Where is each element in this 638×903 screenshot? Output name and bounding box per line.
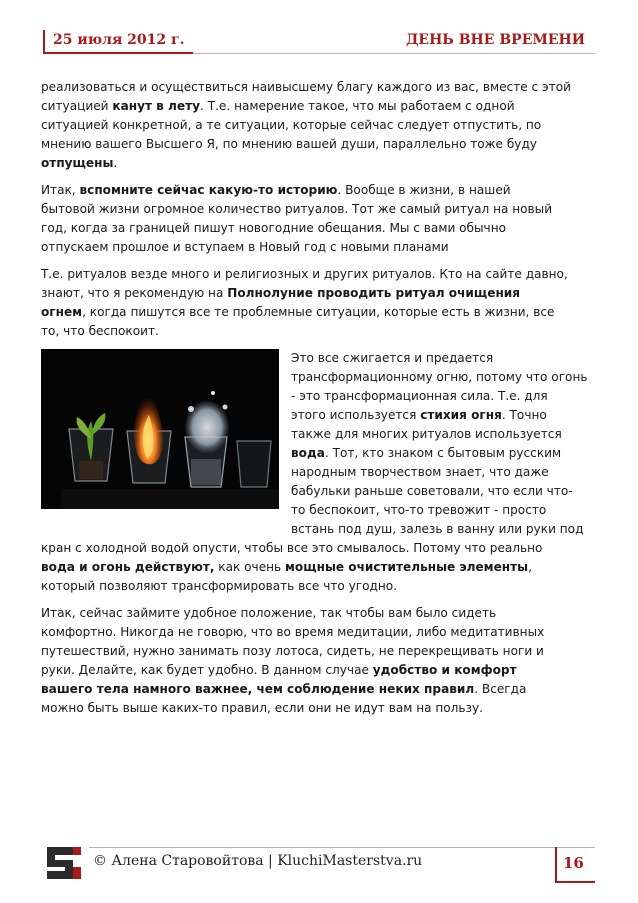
text-line: мнению вашего Высшего Я, по мнению вашей души, параллельно тоже буду — [41, 137, 537, 151]
text-span: как очень — [214, 560, 286, 574]
bold-text: удобство и комфорт — [372, 663, 517, 677]
bold-text: стихия огня — [420, 408, 502, 422]
page-header — [43, 28, 595, 54]
page-footer — [43, 843, 595, 885]
paragraph-4 — [41, 349, 597, 596]
text-span: , когда пишутся все те проблемные ситуации, которые есть в жизни, все — [82, 305, 555, 319]
text-line: Это все сжигается и предается — [291, 351, 494, 365]
text-line: также для многих ритуалов используется — [291, 427, 562, 441]
text-line: то беспокоит, что-то тревожит - просто — [291, 503, 547, 517]
bold-text: мощные очистительные элементы — [285, 560, 529, 574]
text-line: кран с холодной водой опусти, чтобы все это смывалось. Потому что реально — [41, 541, 543, 555]
text-line: отпускаем прошлое и вступаем в Новый год с новыми планами — [41, 240, 449, 254]
text-span: , — [528, 560, 532, 574]
text-line: комфортно. Никогда не говорю, что во время медитации, либо медитативных — [41, 625, 545, 639]
date-frame — [43, 30, 193, 54]
paragraph-1 — [41, 78, 597, 173]
header-divider — [193, 53, 595, 54]
text-line — [41, 661, 597, 680]
footer-copyright: © Алена Старовойтова | KluchiMasterstva.ru — [93, 853, 423, 869]
site-logo-icon — [43, 843, 83, 883]
text-span: Итак, — [41, 183, 80, 197]
text-span: . Тот, кто знаком с бытовым русским — [324, 446, 562, 460]
text-line: реализоваться и осуществиться наивысшему благу каждого из вас, вместе с этой — [41, 80, 571, 94]
bold-text: вода и огонь действуют, — [41, 560, 215, 574]
paragraph-3 — [41, 265, 597, 341]
text-span: . — [113, 156, 118, 170]
text-line: путешествий, нужно занимать позу лотоса, сидеть, не перекрещивать ноги и — [41, 644, 544, 658]
side-text-block — [291, 349, 597, 539]
text-line: Итак, сейчас займите удобное положение, так чтобы вам было сидеть — [41, 606, 497, 620]
text-line — [41, 181, 597, 200]
text-span: этого используется — [291, 408, 421, 422]
text-line — [41, 154, 597, 173]
bold-text: Полнолуние проводить ритуал очищения — [227, 286, 521, 300]
bold-text: вода — [291, 446, 325, 460]
bold-text: вашего тела намного важнее, чем соблюдение неких правил — [41, 682, 475, 696]
text-span: . Всегда — [474, 682, 527, 696]
bold-text: отпущены — [41, 156, 114, 170]
page-number-frame — [555, 847, 595, 883]
text-line — [41, 97, 597, 116]
bold-text: канут в лету — [112, 99, 201, 113]
text-span: . Точно — [501, 408, 547, 422]
main-content — [41, 78, 597, 726]
text-line: трансформационному огню, потому что огонь — [291, 370, 588, 384]
text-line — [41, 680, 597, 699]
text-line: бабульки раньше советовали, что если что- — [291, 484, 573, 498]
bold-text: вспомните сейчас какую-то историю — [79, 183, 338, 197]
text-line: можно быть выше каких-то правил, если они не идут вам на пользу. — [41, 701, 483, 715]
paragraph-2 — [41, 181, 597, 257]
text-line: Т.е. ритуалов везде много и религиозных и других ритуалов. Кто на сайте давно, — [41, 267, 568, 281]
footer-divider — [89, 847, 595, 848]
bold-text: огнем — [41, 305, 83, 319]
text-span: знают, что я рекомендую на — [41, 286, 228, 300]
text-line: народным творчеством знает, что даже — [291, 465, 549, 479]
text-span: . Вообще в жизни, в нашей — [337, 183, 511, 197]
text-line — [41, 558, 597, 577]
paragraph-5 — [41, 604, 597, 718]
text-line: встань под душ, залезь в ванну или руки под — [291, 522, 584, 536]
text-line: то, что беспокоит. — [41, 324, 159, 338]
text-line: - это трансформационная сила. Т.е. для — [291, 389, 548, 403]
text-span: ситуацией — [41, 99, 113, 113]
text-span: . Т.е. намерение такое, что мы работаем с одной — [200, 99, 515, 113]
page-number: 16 — [563, 854, 584, 872]
text-line: бытовой жизни огромное количество ритуалов. Тот же самый ритуал на новый — [41, 202, 553, 216]
text-span: руки. Делайте, как будет удобно. В данном случае — [41, 663, 373, 677]
text-line — [41, 303, 597, 322]
header-title: ДЕНЬ ВНЕ ВРЕМЕНИ — [405, 32, 585, 48]
text-line: год, когда за границей пишут новогодние обещания. Мы с вами обычно — [41, 221, 507, 235]
text-line: ситуацией конкретной, а те ситуации, которые сейчас следует отпустить, по — [41, 118, 542, 132]
text-line — [291, 406, 597, 425]
header-date: 25 июля 2012 г. — [53, 32, 185, 48]
four-elements-glasses-image — [41, 349, 279, 509]
text-line — [291, 444, 597, 463]
text-line — [41, 284, 597, 303]
text-line: который позволяют трансформировать все что угодно. — [41, 579, 398, 593]
